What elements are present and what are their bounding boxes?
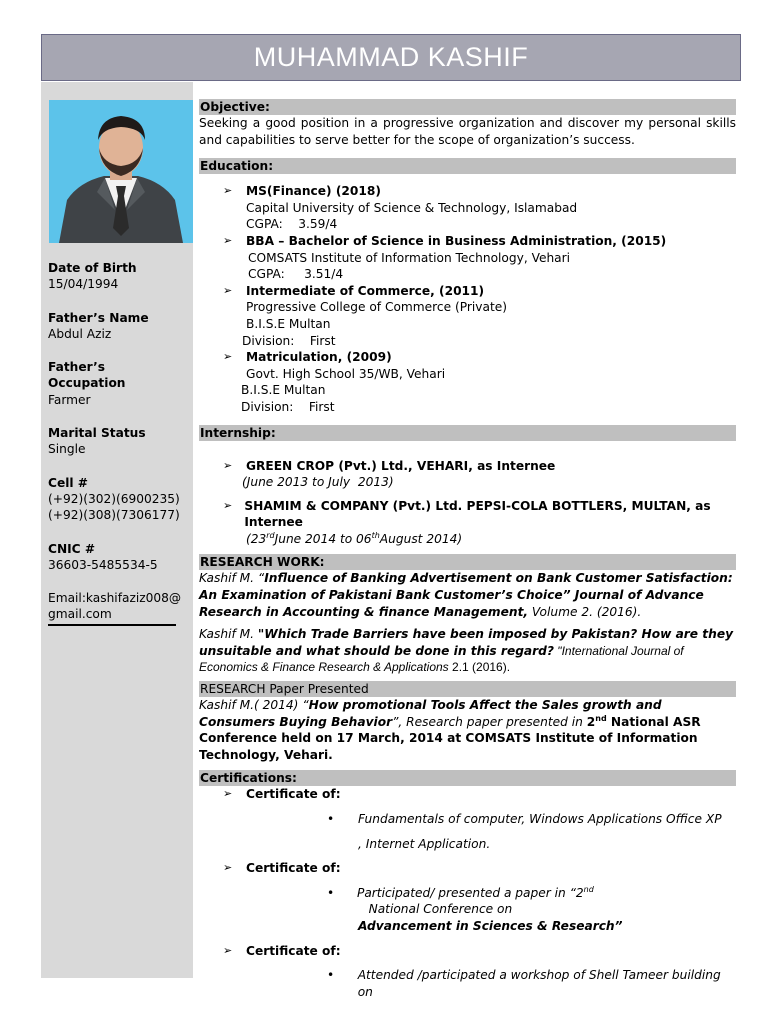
occupation-block <box>48 359 180 408</box>
cell-value-2: (+92)(308)(7306177) <box>48 508 180 523</box>
certifications-list <box>199 786 736 1000</box>
education-line: B.I.S.E Multan <box>241 383 326 398</box>
education-line: Govt. High School 35/WB, Vehari <box>246 366 446 381</box>
cnic-value: 36603-5485534-5 <box>48 557 158 572</box>
arrow-bullet-icon: ➢ <box>223 787 233 801</box>
email-line-2: gmail.com <box>48 607 112 622</box>
research-heading: RESEARCH WORK: <box>199 554 736 570</box>
occupation-label: Father’s Occupation <box>48 360 126 391</box>
arrow-bullet-icon: ➢ <box>223 943 233 957</box>
education-line: Division: First <box>241 399 335 414</box>
arrow-bullet-icon: ➢ <box>223 458 233 472</box>
father-block <box>48 310 180 343</box>
education-line: Division: First <box>242 333 336 348</box>
email-block[interactable] <box>48 590 182 626</box>
main-content <box>199 99 736 1000</box>
certificate-text: Advancement in Sciences & Research” <box>358 918 623 933</box>
list-item <box>199 943 736 960</box>
certificate-text: Attended /participated a workshop of Shell Tameer building on <box>357 968 721 999</box>
cnic-label: CNIC # <box>48 541 96 556</box>
profile-photo <box>49 100 193 243</box>
education-line: B.I.S.E Multan <box>246 316 331 331</box>
list-item <box>199 183 736 200</box>
cell-label: Cell # <box>48 475 89 490</box>
dob-block <box>48 260 180 293</box>
father-value: Abdul Aziz <box>48 326 112 341</box>
education-title: Matriculation, (2009) <box>246 350 392 365</box>
objective-heading: Objective: <box>199 99 736 115</box>
certificate-text: Fundamentals of computer, Windows Applications Office XP <box>358 812 722 826</box>
arrow-bullet-icon: ➢ <box>223 498 233 512</box>
list-item <box>199 498 736 531</box>
education-title: MS(Finance) (2018) <box>246 184 381 199</box>
education-title: BBA – Bachelor of Science in Business Administration, (2015) <box>246 233 667 248</box>
email-line-1: Email:kashifaziz008@ <box>48 591 182 606</box>
internship-title: SHAMIM & COMPANY (Pvt.) Ltd. PEPSI-COLA BOTTLERS, MULTAN, as Internee <box>244 498 711 530</box>
presented-paper: Kashif M.( 2014) “How promotional Tools Affect the Sales growth and Consumers Buying Behavior”, Research paper presented in 2nd National ASR Conference held on 17 March, 2014 at COMSATS Institute of Information Technology, Vehari. <box>199 698 701 762</box>
education-heading: Education: <box>199 158 736 174</box>
cell-block <box>48 475 180 524</box>
certificate-text: , Internet Application. <box>358 836 491 851</box>
certificate-label: Certificate of: <box>246 861 341 876</box>
cell-value-1: (+92)(302)(6900235) <box>48 491 180 506</box>
arrow-bullet-icon: ➢ <box>223 861 233 875</box>
arrow-bullet-icon: ➢ <box>223 233 233 247</box>
bullet-dot-icon: • <box>327 968 335 983</box>
list-item <box>199 283 736 300</box>
internship-title: GREEN CROP (Pvt.) Ltd., VEHARI, as Internee <box>246 458 556 473</box>
certificate-label: Certificate of: <box>246 787 341 802</box>
objective-text: Seeking a good position in a progressive organization and discover my personal skills and capabilities to serve better for the scope of organization’s success. <box>199 116 736 147</box>
arrow-bullet-icon: ➢ <box>223 184 233 198</box>
certificate-label: Certificate of: <box>246 943 341 958</box>
internship-heading: Internship: <box>199 425 736 441</box>
list-item <box>199 458 736 475</box>
education-line: Progressive College of Commerce (Private) <box>246 300 507 315</box>
list-item <box>199 233 736 250</box>
list-item <box>199 786 736 803</box>
arrow-bullet-icon: ➢ <box>223 283 233 297</box>
dob-value: 15/04/1994 <box>48 277 119 292</box>
bullet-dot-icon: • <box>327 812 335 826</box>
education-line: CGPA: 3.51/4 <box>248 267 344 282</box>
list-item <box>199 885 736 918</box>
education-line: CGPA: 3.59/4 <box>246 217 338 232</box>
research-paper-1: Kashif M. “Influence of Banking Advertisement on Bank Customer Satisfaction: An Examination of Pakistani Bank Customer’s Choice” Journal of Advance Research in Accounting & finance Management, Volume 2. (2016). <box>199 571 733 619</box>
internship-period: (June 2013 to July 2013) <box>242 475 394 490</box>
education-line: COMSATS Institute of Information Technology, Vehari <box>248 250 571 265</box>
name-header <box>41 34 741 81</box>
presented-heading: RESEARCH Paper Presented <box>199 681 736 697</box>
marital-label: Marital Status <box>48 426 146 441</box>
internship-list <box>199 458 736 548</box>
internship-period: (23rdJune 2014 to 06thAugust 2014) <box>246 530 463 546</box>
occupation-value: Farmer <box>48 392 91 407</box>
list-item <box>199 860 736 877</box>
list-item <box>199 349 736 366</box>
marital-value: Single <box>48 442 86 457</box>
list-item <box>199 811 736 828</box>
certifications-heading: Certifications: <box>199 770 736 786</box>
research-paper-2: Kashif M. "Which Trade Barriers have been imposed by Pakistan? How are they unsuitable and what should be done in this regard? "International Journal of Economics & Finance Research & Applications 2.1 (2016). <box>199 627 734 675</box>
marital-block <box>48 425 180 458</box>
education-line: Capital University of Science & Technology, Islamabad <box>246 200 578 215</box>
father-label: Father’s Name <box>48 310 149 325</box>
bullet-dot-icon: • <box>327 885 335 900</box>
dob-label: Date of Birth <box>48 261 137 275</box>
certificate-text: Participated/ presented a paper in “2nd National Conference on <box>356 884 594 917</box>
cnic-block <box>48 541 180 574</box>
education-list <box>199 183 736 415</box>
candidate-name: MUHAMMAD KASHIF <box>253 42 529 72</box>
list-item <box>199 967 736 1000</box>
education-title: Intermediate of Commerce, (2011) <box>246 283 485 298</box>
personal-info <box>48 260 180 626</box>
arrow-bullet-icon: ➢ <box>223 350 233 364</box>
